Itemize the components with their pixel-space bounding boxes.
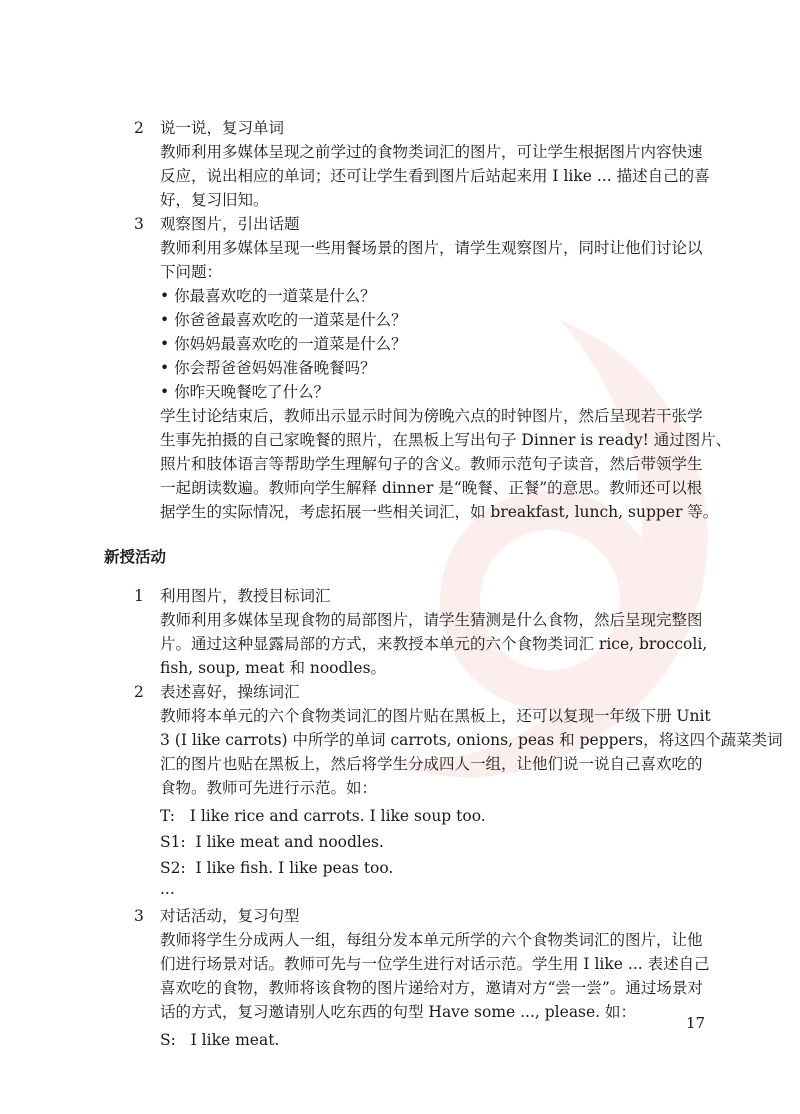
dialog-line: S: I like meat.	[160, 1031, 280, 1049]
new-item3-number: 3	[134, 907, 144, 925]
page-number: 17	[686, 1014, 706, 1032]
paragraph-line: 食物。教师可先进行示范。如：	[160, 779, 378, 797]
new-item2-title: 表述喜好，操练词汇	[160, 683, 300, 701]
paragraph-line: fish, soup, meat 和 noodles。	[160, 659, 387, 677]
paragraph-line: 一起朗读数遍。教师向学生解释 dinner 是“晚餐、正餐”的意思。教师还可以根	[160, 479, 703, 497]
new-item1-number: 1	[134, 587, 144, 605]
paragraph-line: 教师利用多媒体呈现之前学过的食物类词汇的图片，可让学生根据图片内容快速	[160, 143, 703, 161]
review-item3-title: 观察图片，引出话题	[160, 215, 300, 233]
bullet-item: • 你昨天晚餐吃了什么？	[160, 383, 330, 401]
bullet-item: • 你爸爸最喜欢吃的一道菜是什么？	[160, 311, 407, 329]
bullet-item: • 你妈妈最喜欢吃的一道菜是什么？	[160, 335, 407, 353]
new-item1-title: 利用图片，教授目标词汇	[160, 587, 331, 605]
paragraph-line: 生事先拍摄的自己家晚餐的照片，在黑板上写出句子 Dinner is ready! 通过图片、	[160, 431, 732, 449]
paragraph-line: 下问题：	[160, 263, 223, 281]
paragraph-line: 话的方式，复习邀请别人吃东西的句型 Have some ..., please. 如：	[160, 1003, 637, 1021]
paragraph-line: 反应，说出相应的单词；还可让学生看到图片后站起来用 I like ... 描述自己的喜	[160, 167, 710, 185]
dialog-ellipsis: ...	[160, 880, 175, 898]
paragraph-line: 教师利用多媒体呈现一些用餐场景的图片，请学生观察图片，同时让他们讨论以	[160, 239, 703, 257]
bullet-item: • 你会帮爸爸妈妈准备晚餐吗？	[160, 359, 376, 377]
bullet-item: • 你最喜欢吃的一道菜是什么？	[160, 287, 376, 305]
review-item2-title: 说一说，复习单词	[160, 119, 285, 137]
paragraph-line: 喜欢吃的食物，教师将该食物的图片递给对方，邀请对方“尝一尝”。通过场景对	[160, 979, 703, 997]
new-item2-number: 2	[134, 683, 144, 701]
paragraph-line: 汇的图片也贴在黑板上，然后将学生分成四人一组，让他们说一说自己喜欢吃的	[160, 755, 703, 773]
dialog-line: S2: I like fish. I like peas too.	[160, 859, 394, 877]
review-item2-number: 2	[134, 119, 144, 137]
review-item3-number: 3	[134, 215, 144, 233]
bullet-text: 你最喜欢吃的一道菜是什么？	[174, 287, 376, 305]
section-heading: 新授活动	[104, 548, 167, 566]
bullet-text: 你会帮爸爸妈妈准备晚餐吗？	[174, 359, 376, 377]
bullet-text: 你昨天晚餐吃了什么？	[174, 383, 330, 401]
dialog-line: S1: I like meat and noodles.	[160, 833, 384, 851]
dialog-line: T: I like rice and carrots. I like soup too.	[160, 807, 486, 825]
paragraph-line: 好，复习旧知。	[160, 191, 269, 209]
paragraph-line: 学生讨论结束后，教师出示显示时间为傍晚六点的时钟图片，然后呈现若干张学	[160, 407, 703, 425]
paragraph-line: 教师利用多媒体呈现食物的局部图片，请学生猜测是什么食物，然后呈现完整图	[160, 611, 703, 629]
bullet-text: 你妈妈最喜欢吃的一道菜是什么？	[174, 335, 407, 353]
paragraph-line: 据学生的实际情况，考虑拓展一些相关词汇，如 breakfast, lunch, supper 等。	[160, 503, 719, 521]
bullet-text: 你爸爸最喜欢吃的一道菜是什么？	[174, 311, 407, 329]
new-item3-title: 对话活动，复习句型	[160, 907, 300, 925]
paragraph-line: 教师将学生分成两人一组，每组分发本单元所学的六个食物类词汇的图片，让他	[160, 931, 703, 949]
paragraph-line: 3 (I like carrots) 中所学的单词 carrots, onions, peas 和 peppers，将这四个蔬菜类词	[160, 731, 783, 749]
paragraph-line: 片。通过这种显露局部的方式，来教授本单元的六个食物类词汇 rice, broccoli,	[160, 635, 708, 653]
paragraph-line: 照片和肢体语言等帮助学生理解句子的含义。教师示范句子读音，然后带领学生	[160, 455, 703, 473]
paragraph-line: 教师将本单元的六个食物类词汇的图片贴在黑板上，还可以复现一年级下册 Unit	[160, 707, 711, 725]
paragraph-line: 们进行场景对话。教师可先与一位学生进行对话示范。学生用 I like ... 表述自己	[160, 955, 710, 973]
